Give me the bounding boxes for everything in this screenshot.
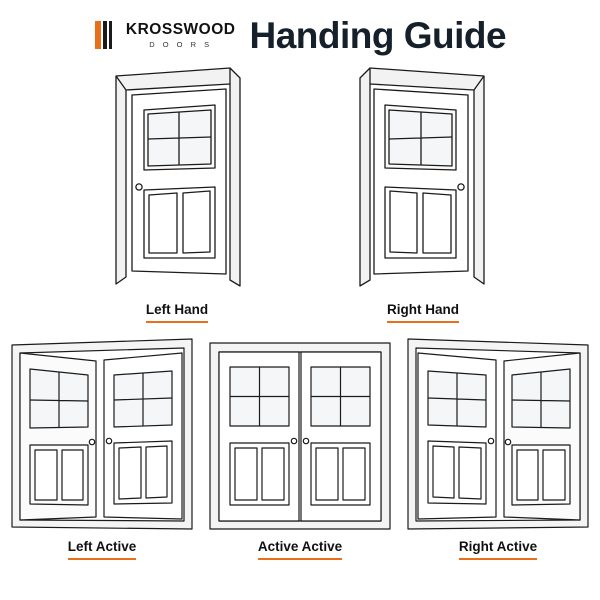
caption-right-active (459, 538, 537, 556)
brand-text (126, 22, 236, 48)
caption-active-active (258, 538, 342, 556)
brand-subtitle: D O O R S (149, 39, 213, 49)
figure-right-hand (348, 62, 498, 319)
caption-text: Right Hand (387, 302, 459, 323)
single-door-row (0, 62, 600, 319)
caption-text: Left Active (68, 539, 137, 560)
double-door-both-closed-icon (202, 331, 398, 536)
brand-name: KROSSWOOD (125, 21, 236, 38)
single-door-hinged-right-icon (348, 62, 498, 297)
figure-left-hand (102, 62, 252, 319)
brand-logo (94, 18, 236, 52)
page-title: Handing Guide (249, 14, 507, 56)
figure-active-active (202, 331, 398, 556)
page-header (0, 0, 600, 56)
double-door-row (0, 331, 600, 556)
double-door-left-leaf-open-icon (4, 331, 200, 536)
caption-text: Right Active (459, 539, 537, 560)
double-door-right-leaf-open-icon (400, 331, 596, 536)
figure-right-active (400, 331, 596, 556)
caption-text: Left Hand (146, 302, 208, 323)
caption-left-hand (146, 301, 208, 319)
single-door-hinged-left-icon (102, 62, 252, 297)
caption-left-active (68, 538, 137, 556)
figure-left-active (4, 331, 200, 556)
krosswood-bars-logo-icon (94, 18, 120, 52)
caption-right-hand (387, 301, 459, 319)
caption-text: Active Active (258, 539, 342, 560)
